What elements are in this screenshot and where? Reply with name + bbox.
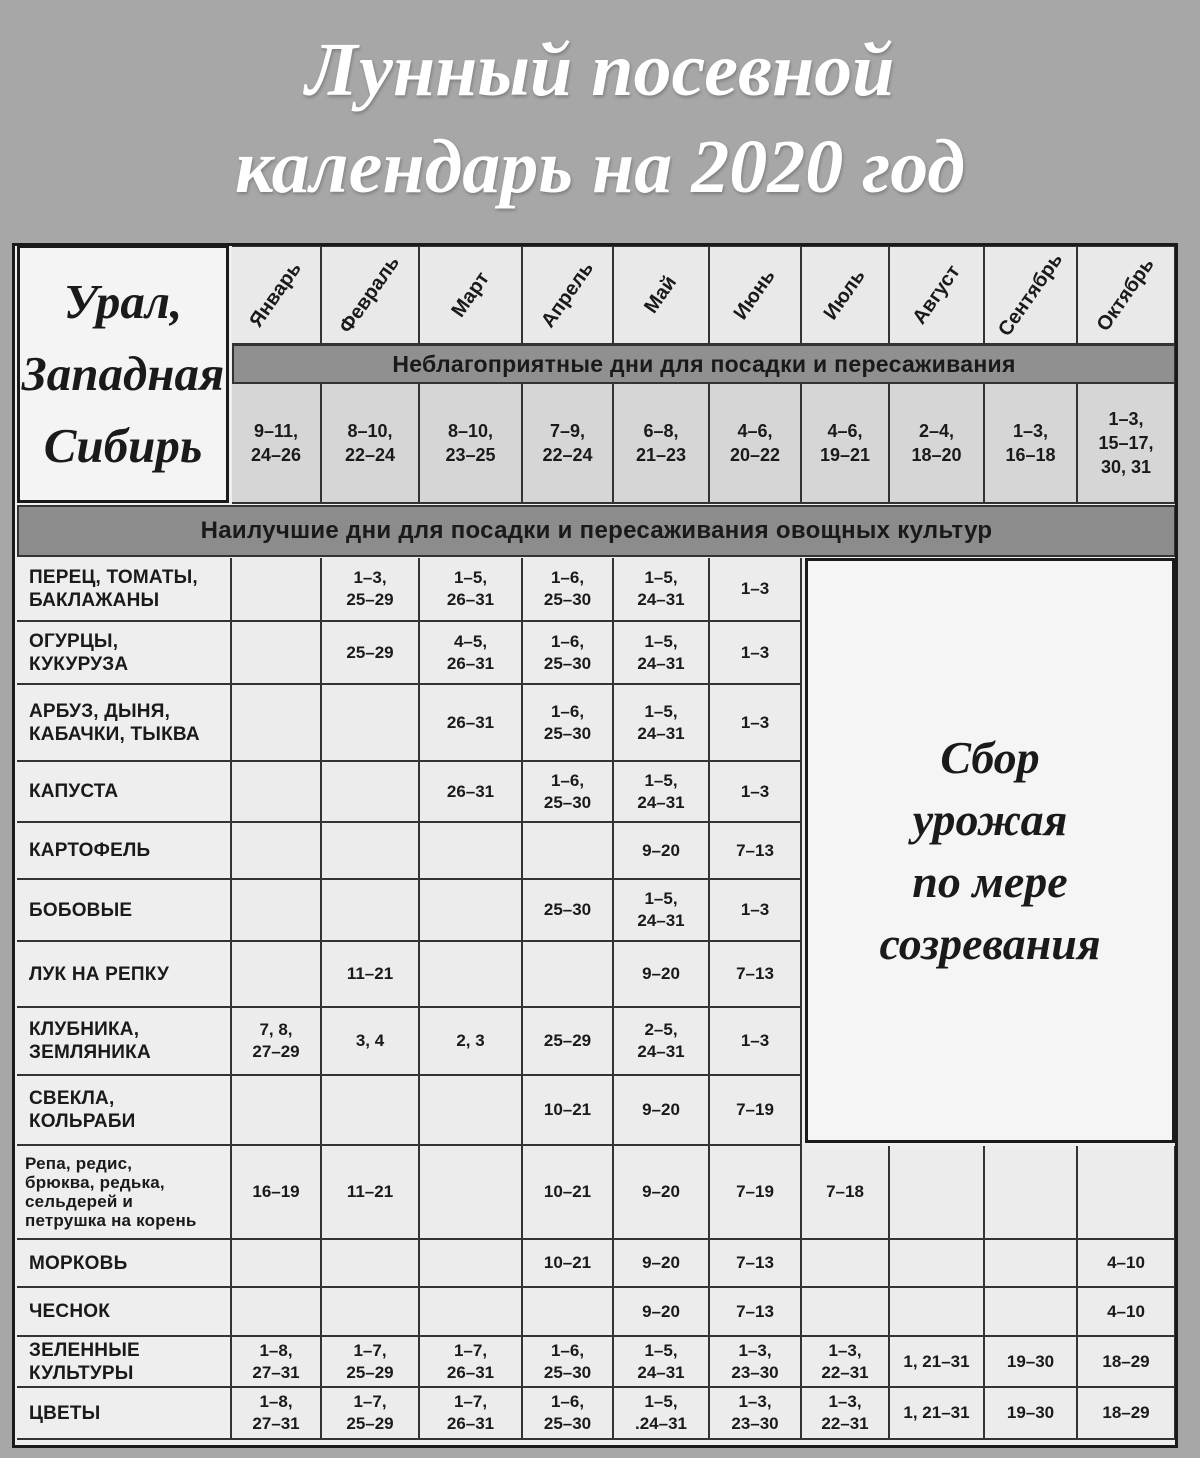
crop-days-cell: 9–20: [614, 1240, 710, 1288]
unfavorable-days-cell: 1–3, 16–18: [985, 384, 1078, 504]
crop-days-cell: 16–19: [232, 1146, 322, 1240]
crop-days-cell: 2–5, 24–31: [614, 1008, 710, 1076]
crop-days-cell: 18–29: [1078, 1388, 1176, 1440]
crop-days-cell: [322, 762, 420, 823]
crop-days-cell: 11–21: [322, 942, 420, 1008]
crop-days-cell: 1–3, 23–30: [710, 1337, 802, 1388]
crop-days-cell: 7–13: [710, 823, 802, 880]
crop-days-cell: [420, 1076, 523, 1146]
unfavorable-days-cell: 6–8, 21–23: [614, 384, 710, 504]
crop-name: ЧЕСНОК: [17, 1288, 232, 1337]
unfavorable-days-cell: 8–10, 23–25: [420, 384, 523, 504]
month-label: Январь: [245, 258, 306, 332]
crop-days-cell: 1–3: [710, 685, 802, 762]
crop-days-cell: 7–19: [710, 1076, 802, 1146]
month-label: Апрель: [536, 257, 598, 332]
crop-days-cell: 4–10: [1078, 1288, 1176, 1337]
crop-days-cell: 1–3: [710, 1008, 802, 1076]
month-header-cell: [420, 245, 523, 345]
crop-days-cell: 1, 21–31: [890, 1388, 985, 1440]
unfavorable-days-cell: 4–6, 19–21: [802, 384, 890, 504]
crop-days-cell: 9–20: [614, 1076, 710, 1146]
crop-days-cell: 1–5, 24–31: [614, 685, 710, 762]
crop-name: ЦВЕТЫ: [17, 1388, 232, 1440]
crop-days-cell: 7–18: [802, 1146, 890, 1240]
month-header-cell: [802, 245, 890, 345]
month-label: Март: [446, 268, 494, 322]
month-label: Октябрь: [1092, 254, 1159, 336]
unfavorable-header: Неблагоприятные дни для посадки и пересаживания: [232, 344, 1176, 384]
month-header-cell: [890, 245, 985, 345]
month-header-cell: [710, 245, 802, 345]
crop-days-cell: [523, 823, 614, 880]
crop-days-cell: 1–6, 25–30: [523, 1337, 614, 1388]
harvest-note: Сбор урожая по мере созревания: [805, 558, 1175, 1143]
crop-days-cell: 1–8, 27–31: [232, 1337, 322, 1388]
unfavorable-days-cell: 8–10, 22–24: [322, 384, 420, 504]
crop-days-cell: 25–29: [322, 622, 420, 685]
crop-days-cell: [232, 558, 322, 622]
crop-days-cell: [420, 1240, 523, 1288]
crop-days-cell: 1, 21–31: [890, 1337, 985, 1388]
crop-days-cell: 25–29: [523, 1008, 614, 1076]
crop-days-cell: 1–5, 24–31: [614, 1337, 710, 1388]
crop-days-cell: 9–20: [614, 942, 710, 1008]
crop-days-cell: 25–30: [523, 880, 614, 942]
crop-days-cell: 4–5, 26–31: [420, 622, 523, 685]
month-header-cell: [232, 245, 322, 345]
crop-days-cell: 1–7, 26–31: [420, 1388, 523, 1440]
month-label: Август: [907, 261, 965, 329]
crop-days-cell: 1–8, 27–31: [232, 1388, 322, 1440]
crop-days-cell: 10–21: [523, 1240, 614, 1288]
month-header-cell: [614, 245, 710, 345]
crop-days-cell: 1–7, 25–29: [322, 1337, 420, 1388]
crop-days-cell: 1–7, 26–31: [420, 1337, 523, 1388]
unfavorable-days-cell: 9–11, 24–26: [232, 384, 322, 504]
crop-days-cell: [1078, 1146, 1176, 1240]
unfavorable-days-cell: 4–6, 20–22: [710, 384, 802, 504]
crop-name: ОГУРЦЫ, КУКУРУЗА: [17, 622, 232, 685]
crop-days-cell: 1–3, 25–29: [322, 558, 420, 622]
crop-name: ЛУК НА РЕПКУ: [17, 942, 232, 1008]
month-header-cell: [322, 245, 420, 345]
crop-days-cell: 9–20: [614, 1146, 710, 1240]
month-header-cell: [1078, 245, 1176, 345]
crop-days-cell: 7–13: [710, 1240, 802, 1288]
crop-days-cell: [232, 622, 322, 685]
crop-days-cell: 9–20: [614, 1288, 710, 1337]
crop-days-cell: 2, 3: [420, 1008, 523, 1076]
crop-days-cell: 1–3: [710, 880, 802, 942]
crop-days-cell: [420, 880, 523, 942]
crop-days-cell: [232, 1240, 322, 1288]
crop-days-cell: [890, 1288, 985, 1337]
crop-days-cell: 1–6, 25–30: [523, 762, 614, 823]
crop-days-cell: [232, 1288, 322, 1337]
crop-days-cell: [322, 880, 420, 942]
crop-days-cell: [322, 823, 420, 880]
crop-days-cell: 1–3, 22–31: [802, 1388, 890, 1440]
crop-days-cell: 1–3: [710, 762, 802, 823]
crop-days-cell: 19–30: [985, 1337, 1078, 1388]
crop-days-cell: 1–5, .24–31: [614, 1388, 710, 1440]
crop-days-cell: [232, 762, 322, 823]
crop-name: КЛУБНИКА, ЗЕМЛЯНИКА: [17, 1008, 232, 1076]
crop-days-cell: [322, 1240, 420, 1288]
crop-days-cell: [985, 1288, 1078, 1337]
crop-days-cell: [232, 880, 322, 942]
crop-days-cell: 1–6, 25–30: [523, 622, 614, 685]
best-days-header: Наилучшие дни для посадки и пересаживания овощных культур: [17, 505, 1176, 557]
crop-name: Репа, редис, брюква, редька, сельдерей и петрушка на корень: [17, 1146, 232, 1240]
crop-days-cell: 1–5, 24–31: [614, 558, 710, 622]
crop-days-cell: 10–21: [523, 1076, 614, 1146]
crop-days-cell: 7–13: [710, 1288, 802, 1337]
crop-name: МОРКОВЬ: [17, 1240, 232, 1288]
crop-days-cell: 1–3, 22–31: [802, 1337, 890, 1388]
crop-days-cell: [232, 823, 322, 880]
page-title: Лунный посевной календарь на 2020 год: [235, 28, 965, 209]
crop-name: ПЕРЕЦ, ТОМАТЫ, БАКЛАЖАНЫ: [17, 558, 232, 622]
crop-days-cell: [523, 1288, 614, 1337]
crop-days-cell: [322, 685, 420, 762]
crop-days-cell: 1–3, 23–30: [710, 1388, 802, 1440]
month-label: Сентябрь: [993, 249, 1067, 341]
crop-days-cell: 1–6, 25–30: [523, 1388, 614, 1440]
crop-name: ЗЕЛЕННЫЕ КУЛЬТУРЫ: [17, 1337, 232, 1388]
crop-name: СВЕКЛА, КОЛЬРАБИ: [17, 1076, 232, 1146]
crop-days-cell: [420, 823, 523, 880]
crop-days-cell: 1–6, 25–30: [523, 685, 614, 762]
crop-days-cell: 26–31: [420, 685, 523, 762]
month-header-cell: [523, 245, 614, 345]
crop-name: АРБУЗ, ДЫНЯ, КАБАЧКИ, ТЫКВА: [17, 685, 232, 762]
crop-name: БОБОВЫЕ: [17, 880, 232, 942]
month-label: Июнь: [729, 265, 780, 324]
crop-days-cell: 18–29: [1078, 1337, 1176, 1388]
crop-days-cell: 1–7, 25–29: [322, 1388, 420, 1440]
crop-days-cell: 7–19: [710, 1146, 802, 1240]
crop-days-cell: 1–5, 24–31: [614, 762, 710, 823]
crop-days-cell: 11–21: [322, 1146, 420, 1240]
crop-days-cell: [802, 1240, 890, 1288]
crop-days-cell: 1–5, 26–31: [420, 558, 523, 622]
month-label: Май: [640, 271, 682, 318]
crop-days-cell: [322, 1288, 420, 1337]
crop-days-cell: [985, 1240, 1078, 1288]
crop-name: КАРТОФЕЛЬ: [17, 823, 232, 880]
crop-days-cell: [802, 1288, 890, 1337]
crop-days-cell: 1–6, 25–30: [523, 558, 614, 622]
crop-days-cell: [232, 1076, 322, 1146]
crop-days-cell: [232, 685, 322, 762]
region-label: Урал, Западная Сибирь: [17, 245, 229, 503]
unfavorable-days-cell: 1–3, 15–17, 30, 31: [1078, 384, 1176, 504]
crop-days-cell: [420, 942, 523, 1008]
crop-days-cell: [420, 1288, 523, 1337]
crop-days-cell: 10–21: [523, 1146, 614, 1240]
crop-name: КАПУСТА: [17, 762, 232, 823]
crop-days-cell: 9–20: [614, 823, 710, 880]
crop-days-cell: [890, 1240, 985, 1288]
crop-days-cell: [890, 1146, 985, 1240]
crop-days-cell: [232, 942, 322, 1008]
crop-days-cell: [523, 942, 614, 1008]
crop-days-cell: [985, 1146, 1078, 1240]
month-label: Февраль: [335, 252, 405, 338]
month-header-cell: [985, 245, 1078, 345]
crop-days-cell: 19–30: [985, 1388, 1078, 1440]
crop-days-cell: 7–13: [710, 942, 802, 1008]
crop-days-cell: 1–5, 24–31: [614, 880, 710, 942]
crop-days-cell: 1–3: [710, 622, 802, 685]
crop-days-cell: [322, 1076, 420, 1146]
crop-days-cell: [420, 1146, 523, 1240]
crop-days-cell: 1–5, 24–31: [614, 622, 710, 685]
crop-days-cell: 1–3: [710, 558, 802, 622]
unfavorable-days-cell: 2–4, 18–20: [890, 384, 985, 504]
crop-days-cell: 7, 8, 27–29: [232, 1008, 322, 1076]
crop-days-cell: 4–10: [1078, 1240, 1176, 1288]
month-label: Июль: [819, 265, 870, 324]
unfavorable-days-cell: 7–9, 22–24: [523, 384, 614, 504]
crop-days-cell: 3, 4: [322, 1008, 420, 1076]
crop-days-cell: 26–31: [420, 762, 523, 823]
